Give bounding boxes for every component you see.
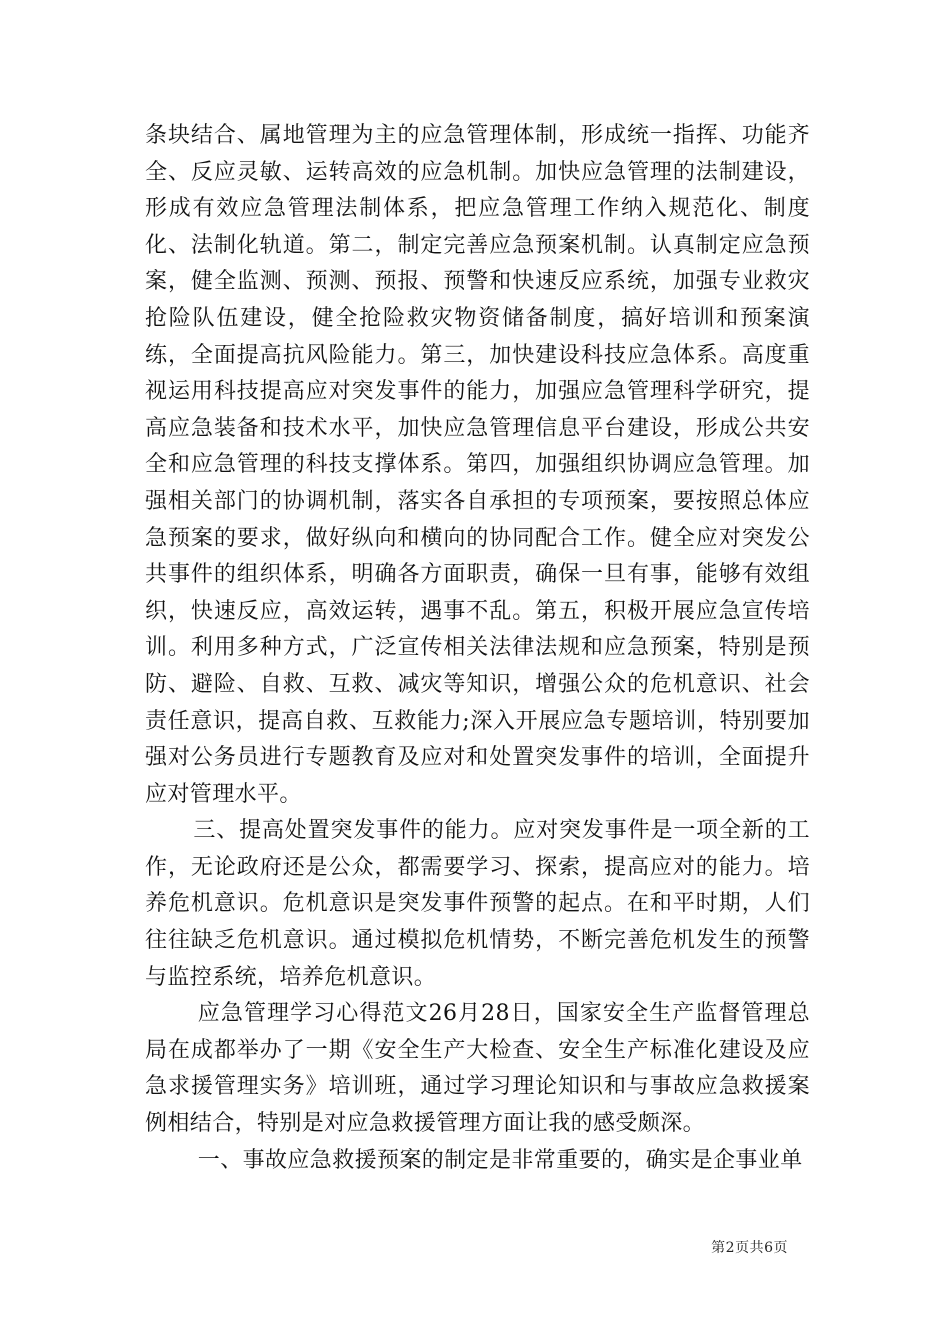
paragraph-training-intro: 应急管理学习心得范文26月28日，国家安全生产监督管理总局在成都举办了一期《安全生产大检查、安全生产标准化建设及应急求援管理实务》培训班，通过学习理论知识和与事故应急救援案例相结合，特别是对应急救援管理方面让我的感受颇深。: [145, 1001, 810, 1137]
paragraph-section-three: 三、提高处置突发事件的能力。应对突发事件是一项全新的工作，无论政府还是公众，都需要学习、探索，提高应对的能力。培养危机意识。危机意识是突发事件预警的起点。在和平时期，人们往往缺乏危机意识。通过模拟危机情势，不断完善危机发生的预警与监控系统，培养危机意识。: [145, 818, 810, 990]
page-number-footer: 第2页共6页: [711, 1240, 788, 1256]
paragraph-point-one: 一、事故应急救援预案的制定是非常重要的，确实是企事业单: [197, 1147, 803, 1173]
document-body: [145, 118, 810, 1179]
paragraph-continued: 条块结合、属地管理为主的应急管理体制，形成统一指挥、功能齐全、反应灵敏、运转高效的应急机制。加快应急管理的法制建设，形成有效应急管理法制体系，把应急管理工作纳入规范化、制度化、法制化轨道。第二，制定完善应急预案机制。认真制定应急预案，健全监测、预测、预报、预警和快速反应系统，加强专业救灾抢险队伍建设，健全抢险救灾物资储备制度，搞好培训和预案演练，全面提高抗风险能力。第三，加快建设科技应急体系。高度重视运用科技提高应对突发事件的能力，加强应急管理科学研究，提高应急装备和技术水平，加快应急管理信息平台建设，形成公共安全和应急管理的科技支撑体系。第四，加强组织协调应急管理。加强相关部门的协调机制，落实各自承担的专项预案，要按照总体应急预案的要求，做好纵向和横向的协同配合工作。健全应对突发公共事件的组织体系，明确各方面职责，确保一旦有事，能够有效组织，快速反应，高效运转，遇事不乱。第五，积极开展应急宣传培训。利用多种方式，广泛宣传相关法律法规和应急预案，特别是预防、避险、自救、互救、减灾等知识，增强公众的危机意识、社会责任意识，提高自救、互救能力;深入开展应急专题培训，特别要加强对公务员进行专题教育及应对和处置突发事件的培训，全面提升应对管理水平。: [145, 123, 810, 807]
